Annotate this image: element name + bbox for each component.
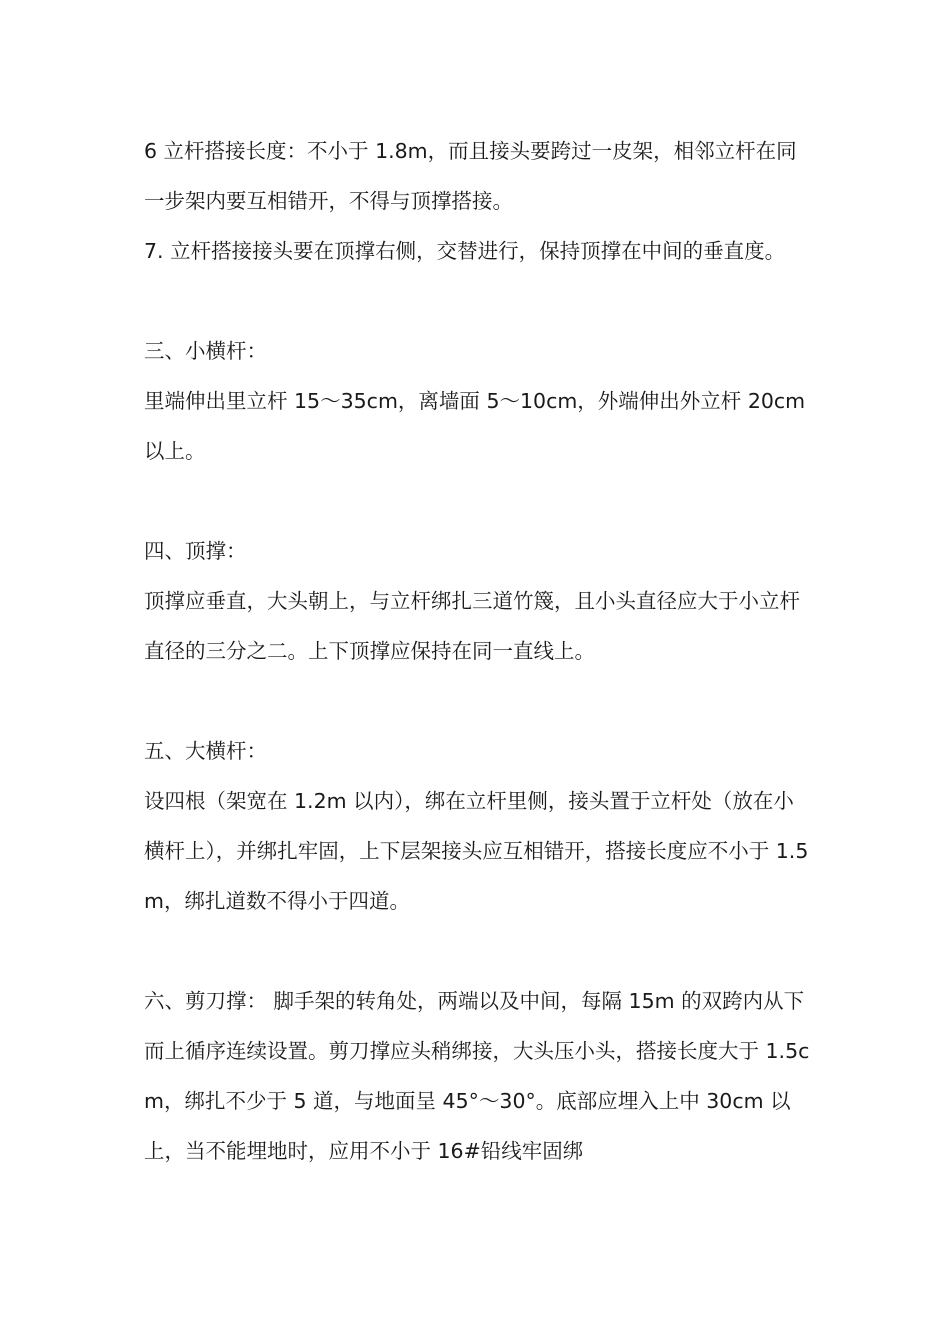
section-heading-small-crossbar: 三、小横杆：	[144, 339, 267, 363]
paragraph-spacer	[144, 926, 810, 976]
paragraph-scissor-brace: 六、剪刀撑： 脚手架的转角处，两端以及中间，每隔 15m 的双跨内从下而上循序连续设置。剪刀撑应头稍绑接，大头压小头，搭接长度大于 1.5cm，绑扎不少于 5 道，与地面呈 45°～30°。底部应埋入上中 30cm 以上，当不能埋地时，应用不小于 16#铅线牢固绑	[144, 989, 810, 1163]
paragraph-large-crossbar: 设四根（架宽在 1.2m 以内），绑在立杆里侧，接头置于立杆处（放在小横杆上），并绑扎牢固，上下层架接头应互相错开，搭接长度应不小于 1.5m，绑扎道数不得小于四道。	[144, 789, 809, 913]
paragraph-spacer	[144, 676, 810, 726]
paragraph-spacer	[144, 276, 810, 326]
document-body	[144, 126, 810, 1176]
paragraph-top-brace: 顶撑应垂直，大头朝上，与立杆绑扎三道竹篾，且小头直径应大于小立杆直径的三分之二。上下顶撑应保持在同一直线上。	[144, 589, 800, 663]
paragraph-riser-lap-length: 6 立杆搭接长度：不小于 1.8m，而且接头要跨过一皮架，相邻立杆在同一步架内要互相错开，不得与顶撑搭接。	[144, 139, 797, 213]
paragraph-riser-joint-position: 7. 立杆搭接接头要在顶撑右侧，交替进行，保持顶撑在中间的垂直度。	[144, 239, 786, 263]
section-heading-top-brace: 四、顶撑：	[144, 539, 247, 563]
paragraph-spacer	[144, 476, 810, 526]
paragraph-small-crossbar: 里端伸出里立杆 15～35cm，离墙面 5～10cm，外端伸出外立杆 20cm 以上。	[144, 389, 806, 463]
section-heading-large-crossbar: 五、大横杆：	[144, 739, 267, 763]
